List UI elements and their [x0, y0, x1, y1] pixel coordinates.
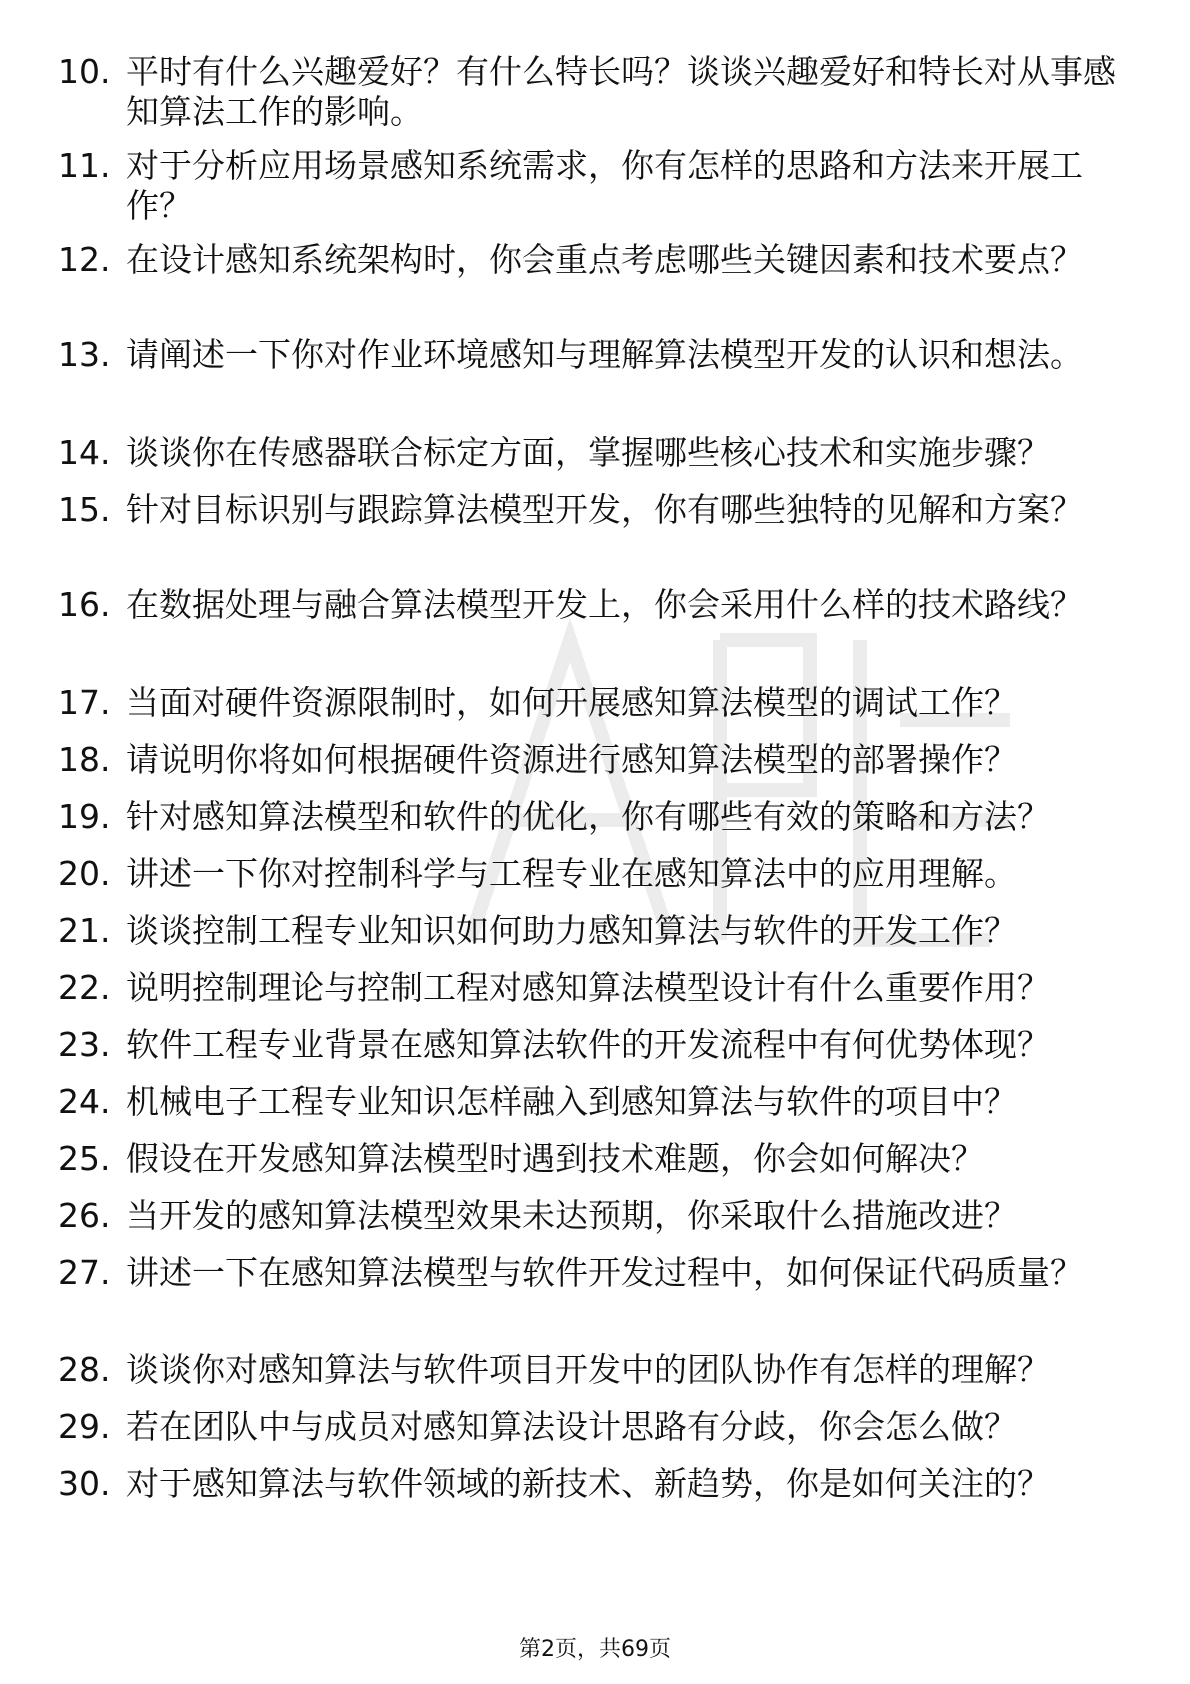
question-text: 谈谈你对感知算法与软件项目开发中的团队协作有怎样的理解？	[126, 1350, 1050, 1389]
question-number: 10.	[58, 52, 111, 91]
question-text: 若在团队中与成员对感知算法设计思路有分歧，你会怎么做？	[126, 1407, 1017, 1446]
question-item	[58, 1139, 1128, 1179]
question-item	[58, 1253, 1128, 1293]
question-text: 在设计感知系统架构时，你会重点考虑哪些关键因素和技术要点？	[126, 240, 1083, 279]
question-text: 讲述一下你对控制科学与工程专业在感知算法中的应用理解。	[126, 854, 1017, 893]
question-number: 16.	[58, 585, 111, 624]
question-item	[58, 1025, 1128, 1065]
question-item	[58, 1082, 1128, 1122]
question-number: 26.	[58, 1196, 111, 1235]
question-item	[58, 52, 1128, 132]
question-item	[58, 146, 1128, 226]
question-text: 针对目标识别与跟踪算法模型开发，你有哪些独特的见解和方案？	[126, 490, 1083, 529]
question-number: 17.	[58, 683, 111, 722]
question-item	[58, 854, 1128, 894]
question-number: 29.	[58, 1407, 111, 1446]
question-text: 软件工程专业背景在感知算法软件的开发流程中有何优势体现？	[126, 1025, 1050, 1064]
question-number: 28.	[58, 1350, 111, 1389]
question-text: 假设在开发感知算法模型时遇到技术难题，你会如何解决？	[126, 1139, 984, 1178]
question-number: 23.	[58, 1025, 111, 1064]
question-item	[58, 740, 1128, 780]
question-text: 平时有什么兴趣爱好？有什么特长吗？谈谈兴趣爱好和特长对从事感知算法工作的影响。	[126, 52, 1116, 131]
question-number: 27.	[58, 1253, 111, 1292]
question-item	[58, 585, 1128, 625]
question-text: 谈谈控制工程专业知识如何助力感知算法与软件的开发工作？	[126, 911, 1017, 950]
question-number: 13.	[58, 335, 111, 374]
question-item	[58, 1196, 1128, 1236]
question-item	[58, 683, 1128, 723]
page-number-footer: 第2页，共69页	[519, 1637, 671, 1662]
question-number: 14.	[58, 433, 111, 472]
question-item	[58, 911, 1128, 951]
question-item	[58, 968, 1128, 1008]
question-text: 当开发的感知算法模型效果未达预期，你采取什么措施改进？	[126, 1196, 1017, 1235]
question-number: 15.	[58, 490, 111, 529]
question-item	[58, 490, 1128, 530]
question-number: 11.	[58, 146, 111, 185]
question-text: 请说明你将如何根据硬件资源进行感知算法模型的部署操作？	[126, 740, 1017, 779]
question-number: 22.	[58, 968, 111, 1007]
question-number: 18.	[58, 740, 111, 779]
question-number: 12.	[58, 240, 111, 279]
question-text: 在数据处理与融合算法模型开发上，你会采用什么样的技术路线？	[126, 585, 1083, 624]
question-item	[58, 240, 1128, 280]
question-item	[58, 335, 1128, 375]
question-item	[58, 1350, 1128, 1390]
question-item	[58, 797, 1128, 837]
question-number: 20.	[58, 854, 111, 893]
question-item	[58, 433, 1128, 473]
question-number: 21.	[58, 911, 111, 950]
question-text: 谈谈你在传感器联合标定方面，掌握哪些核心技术和实施步骤？	[126, 433, 1050, 472]
question-text: 针对感知算法模型和软件的优化，你有哪些有效的策略和方法？	[126, 797, 1050, 836]
question-number: 30.	[58, 1464, 111, 1503]
question-text: 请阐述一下你对作业环境感知与理解算法模型开发的认识和想法。	[126, 335, 1083, 374]
question-item	[58, 1407, 1128, 1447]
question-text: 说明控制理论与控制工程对感知算法模型设计有什么重要作用？	[126, 968, 1050, 1007]
question-number: 24.	[58, 1082, 111, 1121]
question-text: 对于感知算法与软件领域的新技术、新趋势，你是如何关注的？	[126, 1464, 1050, 1503]
question-item	[58, 1464, 1128, 1504]
question-text: 机械电子工程专业知识怎样融入到感知算法与软件的项目中？	[126, 1082, 1017, 1121]
question-text: 当面对硬件资源限制时，如何开展感知算法模型的调试工作？	[126, 683, 1017, 722]
question-text: 讲述一下在感知算法模型与软件开发过程中，如何保证代码质量？	[126, 1253, 1083, 1292]
question-text: 对于分析应用场景感知系统需求，你有怎样的思路和方法来开展工作？	[126, 146, 1083, 225]
question-number: 19.	[58, 797, 111, 836]
question-number: 25.	[58, 1139, 111, 1178]
